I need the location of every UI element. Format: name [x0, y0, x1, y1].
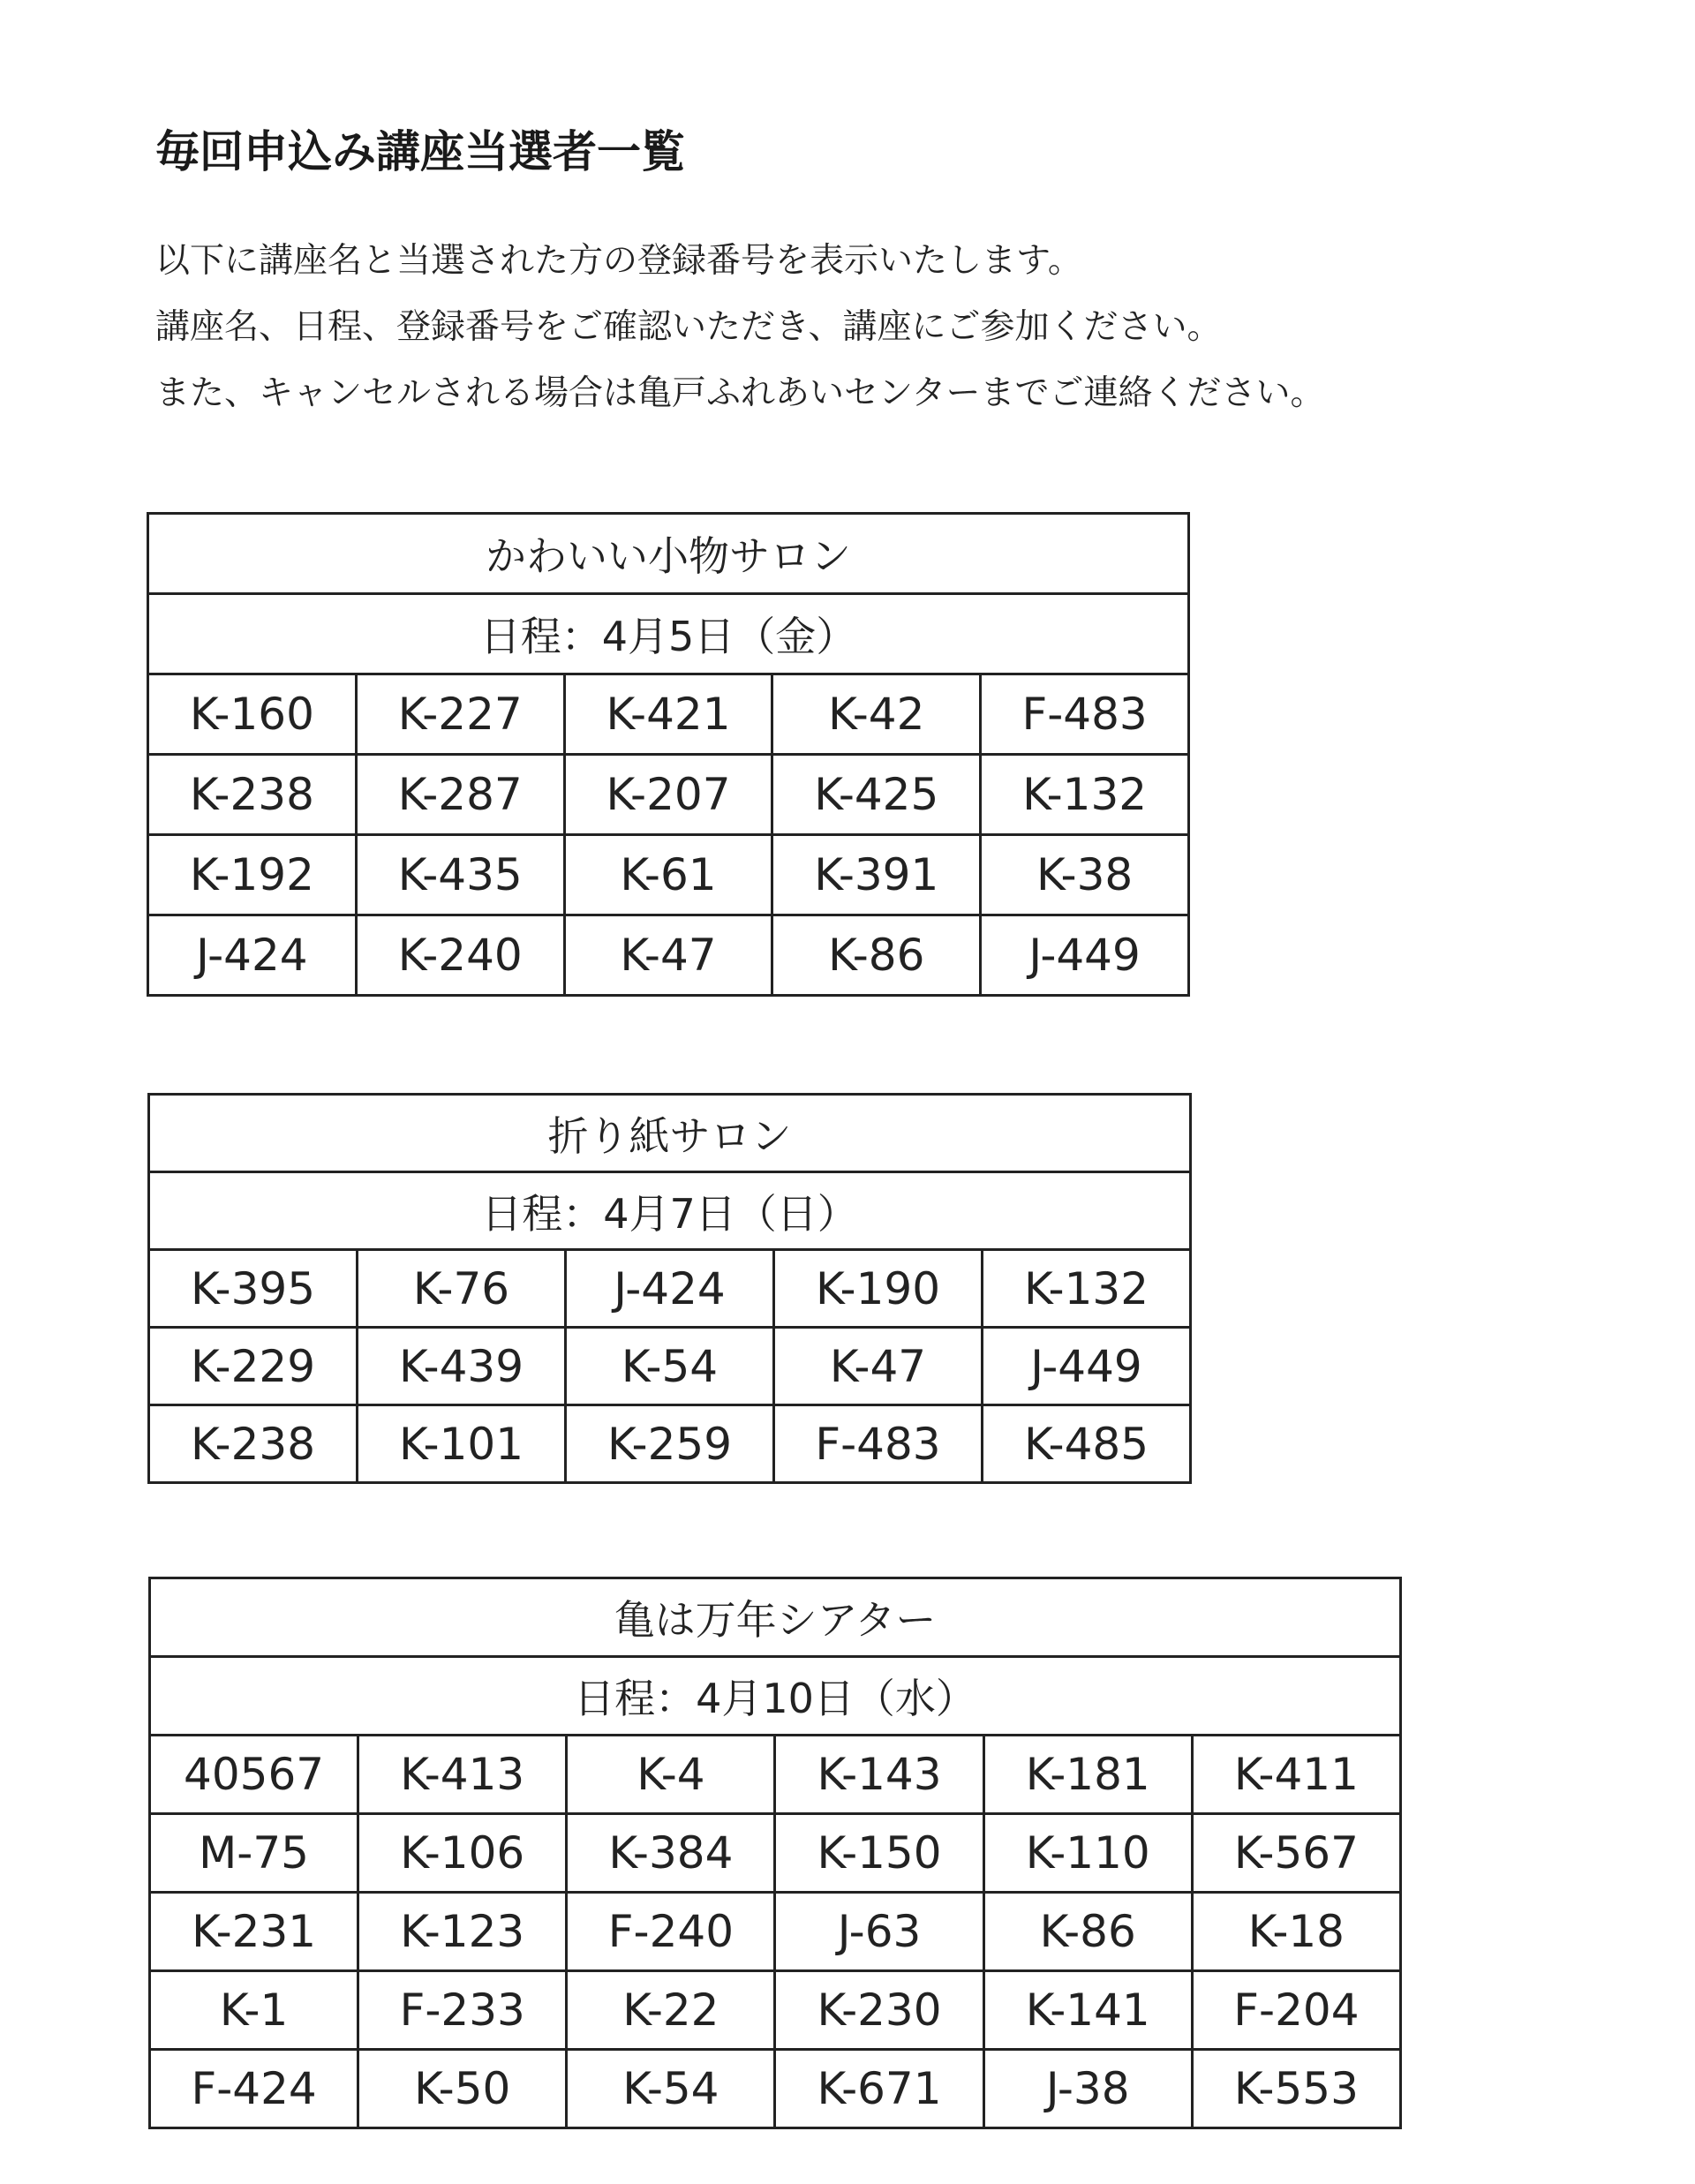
registration-number: K-391 — [772, 835, 981, 915]
registration-number: K-413 — [358, 1736, 567, 1814]
course-schedule: 日程：4月10日（水） — [150, 1657, 1401, 1736]
registration-number: K-230 — [775, 1971, 983, 2050]
registration-number: F-233 — [358, 1971, 567, 2050]
registration-number: K-86 — [772, 915, 981, 996]
registration-number: J-449 — [981, 915, 1189, 996]
registration-number: K-231 — [150, 1893, 358, 1971]
table-row — [148, 755, 1189, 835]
registration-number: K-671 — [775, 2050, 983, 2128]
registration-number: K-238 — [149, 1405, 358, 1483]
registration-number: F-483 — [981, 674, 1189, 755]
registration-number: K-42 — [772, 674, 981, 755]
table-row — [148, 674, 1189, 755]
table-row — [149, 1405, 1191, 1483]
registration-number: K-86 — [983, 1893, 1192, 1971]
registration-number: K-106 — [358, 1814, 567, 1893]
registration-number: K-61 — [564, 835, 772, 915]
page-title: 毎回申込み講座当選者一覧 — [155, 126, 685, 177]
registration-number: K-123 — [358, 1893, 567, 1971]
course-schedule: 日程：4月7日（日） — [149, 1172, 1191, 1250]
registration-number: J-449 — [983, 1328, 1191, 1405]
registration-number: K-485 — [983, 1405, 1191, 1483]
table-row — [149, 1250, 1191, 1328]
table-row — [150, 2050, 1401, 2128]
course-name: 亀は万年シアター — [150, 1578, 1401, 1657]
course-table-origami — [147, 1093, 1192, 1484]
registration-number: K-259 — [566, 1405, 774, 1483]
registration-number: K-18 — [1192, 1893, 1400, 1971]
registration-number: J-424 — [566, 1250, 774, 1328]
registration-number: K-238 — [148, 755, 357, 835]
table-row — [150, 1971, 1401, 2050]
registration-number: K-229 — [149, 1328, 358, 1405]
registration-number: K-22 — [567, 1971, 775, 2050]
registration-number: F-204 — [1192, 1971, 1400, 2050]
registration-number: K-47 — [774, 1328, 983, 1405]
registration-number: K-54 — [567, 2050, 775, 2128]
registration-number: J-424 — [148, 915, 357, 996]
course-table-kawaii-komono — [147, 512, 1190, 997]
registration-number: K-411 — [1192, 1736, 1400, 1814]
table-row — [150, 1814, 1401, 1893]
registration-number: F-483 — [774, 1405, 983, 1483]
registration-number: K-207 — [564, 755, 772, 835]
registration-number: K-76 — [358, 1250, 566, 1328]
intro-line: 講座名、日程、登録番号をご確認いただき、講座にご参加ください。 — [155, 307, 1222, 347]
registration-number: 40567 — [150, 1736, 358, 1814]
registration-number: M-75 — [150, 1814, 358, 1893]
course-table-kame-theater — [148, 1577, 1402, 2129]
registration-number: K-150 — [775, 1814, 983, 1893]
course-name: かわいい小物サロン — [148, 514, 1189, 594]
registration-number: K-227 — [356, 674, 564, 755]
registration-number: K-101 — [358, 1405, 566, 1483]
table-row — [150, 1736, 1401, 1814]
registration-number: K-190 — [774, 1250, 983, 1328]
registration-number: K-384 — [567, 1814, 775, 1893]
registration-number: K-287 — [356, 755, 564, 835]
course-name: 折り紙サロン — [149, 1095, 1191, 1172]
course-schedule: 日程：4月5日（金） — [148, 594, 1189, 674]
intro-line: また、キャンセルされる場合は亀戸ふれあいセンターまでご連絡ください。 — [155, 373, 1325, 413]
registration-number: K-1 — [150, 1971, 358, 2050]
table-row — [150, 1893, 1401, 1971]
registration-number: K-421 — [564, 674, 772, 755]
registration-number: K-181 — [983, 1736, 1192, 1814]
intro-line: 以下に講座名と当選された方の登録番号を表示いたします。 — [155, 241, 1082, 281]
registration-number: K-553 — [1192, 2050, 1400, 2128]
registration-number: K-439 — [358, 1328, 566, 1405]
table-row — [148, 915, 1189, 996]
registration-number: K-132 — [983, 1250, 1191, 1328]
registration-number: K-38 — [981, 835, 1189, 915]
registration-number: J-38 — [983, 2050, 1192, 2128]
registration-number: J-63 — [775, 1893, 983, 1971]
registration-number: K-240 — [356, 915, 564, 996]
registration-number: K-50 — [358, 2050, 567, 2128]
registration-number: F-240 — [567, 1893, 775, 1971]
registration-number: K-435 — [356, 835, 564, 915]
registration-number: K-132 — [981, 755, 1189, 835]
registration-number: K-192 — [148, 835, 357, 915]
registration-number: K-47 — [564, 915, 772, 996]
registration-number: K-567 — [1192, 1814, 1400, 1893]
registration-number: K-141 — [983, 1971, 1192, 2050]
table-row — [149, 1328, 1191, 1405]
registration-number: F-424 — [150, 2050, 358, 2128]
registration-number: K-143 — [775, 1736, 983, 1814]
table-row — [148, 835, 1189, 915]
registration-number: K-425 — [772, 755, 981, 835]
registration-number: K-110 — [983, 1814, 1192, 1893]
registration-number: K-395 — [149, 1250, 358, 1328]
registration-number: K-54 — [566, 1328, 774, 1405]
registration-number: K-4 — [567, 1736, 775, 1814]
registration-number: K-160 — [148, 674, 357, 755]
intro-text — [155, 228, 1324, 426]
